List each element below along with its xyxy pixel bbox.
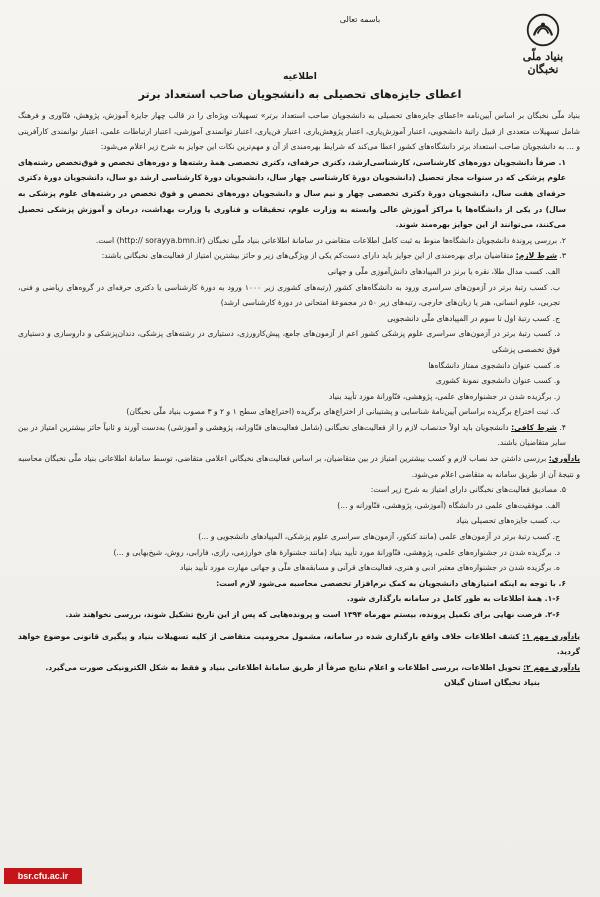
- important-reminder-1: [18, 629, 580, 660]
- list-item-1: [18, 155, 580, 233]
- item-text: دانشجویان باید اولاً حدنصاب لازم را از فعالیت‌های نخبگانی (شامل فعالیت‌های فنّاورانه، پژوهشی و آموزشی) به‌دست آورند و ثانیاً حائز بیشترین امتیاز در بین سایر متقاضیان باشند.: [18, 422, 566, 448]
- signature: بنیاد نخبگان استان گیلان: [443, 678, 540, 688]
- reminder-text: بررسی داشتن حد نصاب لازم و کسب بیشترین امتیاز در بین متقاضیان، بر اساس فعالیت‌های نخبگانی اعلامی متقاضی، توسط سامانهٔ اطلاعاتی بنیاد ملّی نخبگان محاسبه و نتیجهٔ آن از طریق سامانه به متقاضی اعلام می‌شود.: [18, 454, 580, 479]
- reminder-paragraph: [18, 451, 580, 482]
- activity-item: د. برگزیده شدن در جشنواره‌های علمی، پژوهشی، فنّاورانهٔ مورد تأیید بنیاد (مانند جشنوارهٔ های خوارزمی، رازی، فارابی، روش، شیخ‌بهایی و ...): [113, 547, 560, 557]
- condition-item: ک. ثبت اختراع برگزیده براساس آیین‌نامهٔ شناسایی و پشتیبانی از اختراع‌های برگزیده (اختراع‌های سطح ۱ و ۲ و ۳ مصوب بنیاد ملّی نخبگان): [126, 407, 560, 417]
- condition-item: د. کسب رتبهٔ برتر در آزمون‌های سراسری علوم پزشکی کشور اعم از آزمون‌های جامع، پیش‌کارورزی، دستیاری در رشته‌های پزشکی، دندان‌پزشکی و داروسازی و دستیاری فوق تخصصی پزشکی: [18, 329, 560, 354]
- activity-item: ه. برگزیده شدن در جشنواره‌های معتبر ادبی و هنری، فعالیت‌های قرآنی و مسابقه‌های ملّی و جهانی مهارت مورد تأیید بنیاد: [180, 563, 560, 573]
- document-body: [18, 108, 580, 691]
- reminder-label: یادآوری:: [548, 454, 580, 464]
- item-number: ۱.: [558, 157, 566, 167]
- reminder-text: کشف اطلاعات خلاف واقع بارگذاری شده در سامانه، مشمول محرومیت متقاضی از کلیه تسهیلات بنیاد و پیگیری قانونی موضوع خواهد گردید.: [18, 631, 580, 657]
- item-number: ۳.: [559, 251, 566, 261]
- item-text: با توجه به اینکه امتیازهای دانشجویان به کمک نرم‌افزار تخصصی محاسبه می‌شود لازم است:: [216, 578, 556, 588]
- condition-item: ب. کسب رتبهٔ برتر در آزمون‌های سراسری ورود به دانشگاه‌های کشور (رتبه‌های کشوری زیر ۱۰۰۰ ورود به دورهٔ کارشناسی یا دکتری حرفه‌ای در گروه‌های ریاضی و فنی، تجربی، علوم انسانی، هنر یا زبان‌های خارجی، رتبه‌های زیر ۵۰ در مجموعهٔ امتحانی در دورهٔ کارشناسی ارشد): [18, 282, 560, 308]
- site-watermark: bsr.cfu.ac.ir: [4, 868, 82, 884]
- item-text: مصادیق فعالیت‌های نخبگانی دارای امتیاز به شرح زیر است:: [370, 485, 558, 495]
- item-number: ۴.: [559, 422, 566, 432]
- list-item-4: [18, 420, 580, 451]
- bismillah-header: باسمه تعالی: [339, 15, 381, 24]
- item-text: صرفاً دانشجویان دوره‌های کارشناسی، کارشناسی‌ارشد، دکتری حرفه‌ای، دکتری تخصصی همهٔ رشته‌ها و دوره‌های تخصص و فوق‌تخصص رشته‌های علوم پزشکی که در سنوات مجاز تحصیل (دانشجویان دورهٔ کارشناسی چهار سال، دانشجویان دورهٔ کارشناسی ارشد دو سال، دانشجویان دورهٔ دکتری حرفه‌ای هفت سال، دانشجویان دورهٔ دکتری تخصصی چهار و نیم سال و دانشجویان دوره‌های تخصص و فوق تخصص در رشته‌های علوم پزشکی به سال) در یکی از دانشگاه‌ها یا مراکز آموزش عالی وابسته به وزارت علوم، تحقیقات و فناوری یا وزارت بهداشت، درمان و آموزش پزشکی تحصیل می‌کنند، می‌توانند از این جوایز بهره‌مند شوند.: [18, 157, 566, 230]
- sub-item: ۲-۶. فرصت نهایی برای تکمیل پرونده، بیستم مهرماه ۱۳۹۴ است و پرونده‌هایی که پس از این تاریخ تشکیل شوند، بررسی نخواهند شد.: [65, 610, 560, 619]
- condition-item: ج. کسب رتبهٔ اول تا سوم در المپیادهای ملّی دانشجویی: [387, 313, 560, 323]
- foundation-logo: [508, 12, 578, 74]
- item-label: شرط کافی:: [511, 422, 557, 432]
- reminder-label: یادآوری مهم ۱:: [522, 631, 580, 641]
- item-text: بررسی پروندهٔ دانشجویان دانشگاه‌ها منوط به ثبت کامل اطلاعات متقاضی در سامانهٔ اطلاعاتی بنیاد ملّی نخبگان (http:// sorayya.bmn.ir) است.: [95, 235, 558, 245]
- reminder-label: یادآوری مهم ۲:: [523, 662, 580, 672]
- item-number: ۵.: [559, 485, 566, 495]
- activity-item: ج. کسب رتبهٔ برتر در آزمون‌های علمی (مانند کنکور، آزمون‌های سراسری علوم پزشکی، المپیادهای دانشجویی و ...): [198, 532, 560, 542]
- condition-item: و. کسب عنوان دانشجوی نمونهٔ کشوری: [435, 376, 560, 386]
- item-number: ۲.: [559, 235, 566, 245]
- item-number: ۶.: [558, 578, 566, 588]
- condition-item: الف. کسب مدال طلا، نقره یا برنز در المپیادهای دانش‌آموزی ملّی و جهانی: [327, 266, 560, 276]
- intro-paragraph: بنیاد ملّی نخبگان بر اساس آیین‌نامه «اعطای جایزه‌های تحصیلی به دانشجویان صاحب استعداد برتر» تسهیلات ویژه‌ای را در قالب چهار جایزهٔ آموزش، پژوهش، فنّاوری و فرهنگ شامل تسهیلات متعددی از قبیل راتبهٔ دانشجویی، اعتبار آموزش‌یاری، اعتبار پژوهش‌یاری، اعتبار فن‌یاری، اعتبار توانمندی آموزشی، اعتبار ارتباطات علمی، اعتبار توانمندی کارآفرینی و ... به دانشجویان صاحب استعداد برتر دانشگاه‌های کشور اعطا می‌کند که شرایط بهره‌مندی از آن و مهم‌ترین نکات این جوایز به شرح زیر اعلام می‌شود:: [18, 111, 580, 152]
- notice-label: اطلاعیه: [283, 72, 317, 82]
- item-label: شرط لازم:: [515, 251, 558, 261]
- page-title: اعطای جایزه‌های تحصیلی به دانشجویان صاحب استعداد برتر: [138, 88, 462, 101]
- sub-item: ۱-۶. همهٔ اطلاعات به طور کامل در سامانه بارگذاری شود.: [346, 594, 560, 604]
- list-item-3: [18, 248, 580, 264]
- list-item-5: [18, 482, 580, 498]
- condition-item: ز. برگزیده شدن در جشنواره‌های علمی، پژوهشی، فنّاورانهٔ مورد تأیید بنیاد: [329, 391, 560, 401]
- logo-text: بنیاد ملّی نخبگان: [522, 50, 564, 76]
- logo-emblem-icon: [525, 12, 561, 48]
- list-item-6: [18, 576, 580, 592]
- item-text: متقاضیان برای بهره‌مندی از این جوایز باید دارای دست‌کم یکی از ویژگی‌های زیر و حائز بیشترین امتیاز از فعالیت‌های نخبگانی باشند:: [101, 251, 514, 261]
- reminder-text: تحویل اطلاعات، بررسی اطلاعات و اعلام نتایج صرفاً از طریق سامانهٔ اطلاعاتی بنیاد و فقط به شکل الکترونیکی صورت می‌گیرد.: [45, 662, 521, 672]
- activity-item: ب. کسب جایزه‌های تحصیلی بنیاد: [456, 516, 560, 526]
- condition-item: ه. کسب عنوان دانشجوی ممتاز دانشگاه‌ها: [428, 360, 560, 370]
- activity-item: الف. موفقیت‌های علمی در دانشگاه (آموزشی، پژوهشی، فنّاورانه و ...): [337, 500, 560, 510]
- important-reminder-2: [18, 660, 580, 676]
- list-item-2: [18, 233, 580, 249]
